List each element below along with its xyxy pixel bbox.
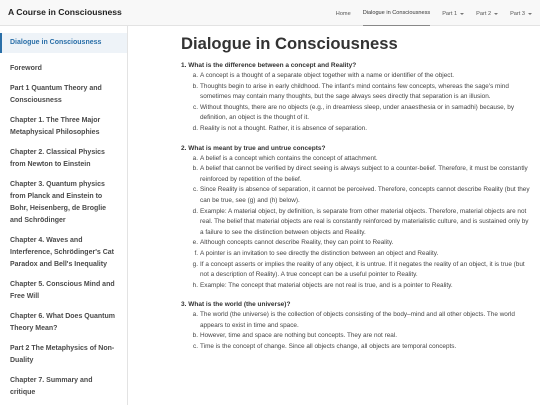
top-navbar xyxy=(0,0,540,26)
question-title: 1. What is the difference between a concept and Reality? xyxy=(181,62,357,69)
answer-text: Since Reality is absence of separation, it cannot be perceived. Therefore, concepts cannot describe Reality (but they can be true, see (g) and (h) below). xyxy=(200,186,530,204)
answer-letter: g . xyxy=(185,260,198,271)
answer-text: However, time and space are nothing but concepts. They are not real. xyxy=(200,332,398,340)
sidebar-item[interactable]: Part 1 Quantum Theory and Consciousness xyxy=(10,85,102,104)
answer-item xyxy=(181,342,533,353)
answer-letter: b . xyxy=(185,164,198,175)
answer-letter: d . xyxy=(185,124,198,135)
answer-text: Although concepts cannot describe Reality, they can point to Reality. xyxy=(200,239,394,247)
answer-letter: c . xyxy=(185,185,198,196)
sidebar-item[interactable]: Dialogue in Consciousness xyxy=(0,33,127,53)
top-nav xyxy=(336,0,532,26)
answer-letter: e . xyxy=(185,238,198,249)
answer-letter: c . xyxy=(185,342,198,353)
sidebar-item[interactable]: Chapter 4. Waves and Interference, Schrödinger's Cat Paradox and Bell's Inequality xyxy=(10,237,114,268)
answer-list xyxy=(181,71,533,135)
answer-item xyxy=(181,71,533,82)
page-title: Dialogue in Consciousness xyxy=(181,34,398,53)
answer-text: A concept is a thought of a separate object together with a name or identifier of the object. xyxy=(200,72,455,79)
sidebar-item[interactable]: Chapter 6. What Does Quantum Theory Mean? xyxy=(10,313,116,332)
answer-text: Example: The concept that material objects are not real is true, and is a pointer to Reality. xyxy=(200,281,453,289)
question-title: 3. What is the world (the universe)? xyxy=(181,301,291,309)
answer-item xyxy=(181,164,533,185)
answer-list xyxy=(181,154,533,292)
nav-item-label: Home xyxy=(335,10,351,17)
nav-item-label: Part 3 xyxy=(510,10,525,17)
answer-text: Time is the concept of change. Since all objects change, all objects are temporal concepts. xyxy=(200,343,457,351)
answer-letter: b . xyxy=(185,331,198,342)
sidebar-item[interactable]: Part 2 The Metaphysics of Non-Duality xyxy=(10,345,115,364)
answer-item xyxy=(181,82,533,103)
nav-item-4[interactable] xyxy=(510,0,532,26)
answer-item xyxy=(181,238,533,249)
answer-text: A pointer is an invitation to see directly the distinction between an object and Reality. xyxy=(200,249,439,257)
nav-item-label: Part 2 xyxy=(476,10,492,17)
answer-letter: h . xyxy=(185,281,198,292)
answer-item xyxy=(181,207,533,239)
nav-item-label: Dialogue in Consciousness xyxy=(362,10,431,16)
answer-letter: b . xyxy=(185,82,198,93)
answer-text: Without thoughts, there are no objects (e.g., in dreamless sleep, under anaesthesia or in samadhi) because, by definition, an object is the thought of it. xyxy=(200,103,515,122)
site-brand[interactable]: A Course in Consciousness xyxy=(8,7,122,17)
answer-item xyxy=(181,281,533,292)
sidebar-item[interactable]: Foreword xyxy=(10,65,42,72)
answer-text: Reality is not a thought. Rather, it is absence of separation. xyxy=(200,124,367,132)
answer-text: Thoughts begin to arise in early childhood. The infant's mind contains few concepts, whereas the sage's mind sometimes may contain many thoughts, but the sage always sees directly that separation is an illusion. xyxy=(200,82,509,101)
answer-item xyxy=(181,124,533,135)
question-section xyxy=(181,300,533,352)
answer-item xyxy=(181,103,533,124)
sidebar-item[interactable]: Chapter 2. Classical Physics from Newton to Einstein xyxy=(10,149,105,168)
answer-text: A belief that cannot be verified by direct seeing is always subject to a counter-belief. Therefore, it must be constantly reinforced by repetition of the belief. xyxy=(200,165,528,183)
answer-item xyxy=(181,154,533,165)
nav-item-label: Part 1 xyxy=(442,10,458,17)
answer-item xyxy=(181,310,533,331)
sidebar-item[interactable]: Chapter 1. The Three Major Metaphysical Philosophies xyxy=(10,117,101,136)
sidebar-item[interactable]: Chapter 5. Conscious Mind and Free Will xyxy=(10,281,115,300)
answer-text: If a concept asserts or implies the reality of any object, it is untrue. If it negates the reality of an object, it is true (but not a description of Reality). A true concept can be a useful pointer to Reality. xyxy=(200,260,525,279)
answer-item xyxy=(181,249,533,260)
answer-item xyxy=(181,185,533,206)
caret-down-icon xyxy=(494,13,498,15)
question-list xyxy=(181,61,533,353)
nav-item-0[interactable] xyxy=(336,0,351,26)
caret-down-icon xyxy=(528,13,532,15)
answer-list xyxy=(181,310,533,352)
answer-letter: a . xyxy=(185,71,198,82)
question-section xyxy=(181,61,533,135)
main-content xyxy=(181,33,533,405)
sidebar-item[interactable]: Chapter 3. Quantum physics from Planck and Einstein to Bohr, Heisenberg, de Broglie and Schrödinger xyxy=(10,181,107,224)
nav-item-3[interactable] xyxy=(476,0,498,26)
nav-item-1[interactable] xyxy=(363,0,430,26)
answer-item xyxy=(181,331,533,342)
question-section xyxy=(181,144,533,292)
answer-letter: f . xyxy=(185,249,198,260)
answer-text: A belief is a concept which contains the concept of attachment. xyxy=(200,154,378,162)
answer-item xyxy=(181,260,533,281)
caret-down-icon xyxy=(460,13,464,15)
answer-letter: c . xyxy=(185,103,198,114)
sidebar xyxy=(0,26,128,405)
answer-letter: d . xyxy=(185,207,198,218)
answer-text: The world (the universe) is the collection of objects consisting of the body–mind and all other objects. The world appears to exist in time and space. xyxy=(200,311,515,329)
question-title: 2. What is meant by true and untrue concepts? xyxy=(181,144,326,152)
sidebar-item[interactable]: Chapter 7. Summary and critique xyxy=(10,377,93,396)
answer-letter: a . xyxy=(185,310,198,321)
answer-text: Example: A material object, by definition, is separate from other material objects. Therefore, material objects are not real. The belief that material objects are real is constantly reinforced by materialistic culture, and is sustained only by a failure to see the distinction between objects and Reality. xyxy=(200,207,529,236)
nav-item-2[interactable] xyxy=(442,0,464,26)
answer-letter: a . xyxy=(185,154,198,165)
